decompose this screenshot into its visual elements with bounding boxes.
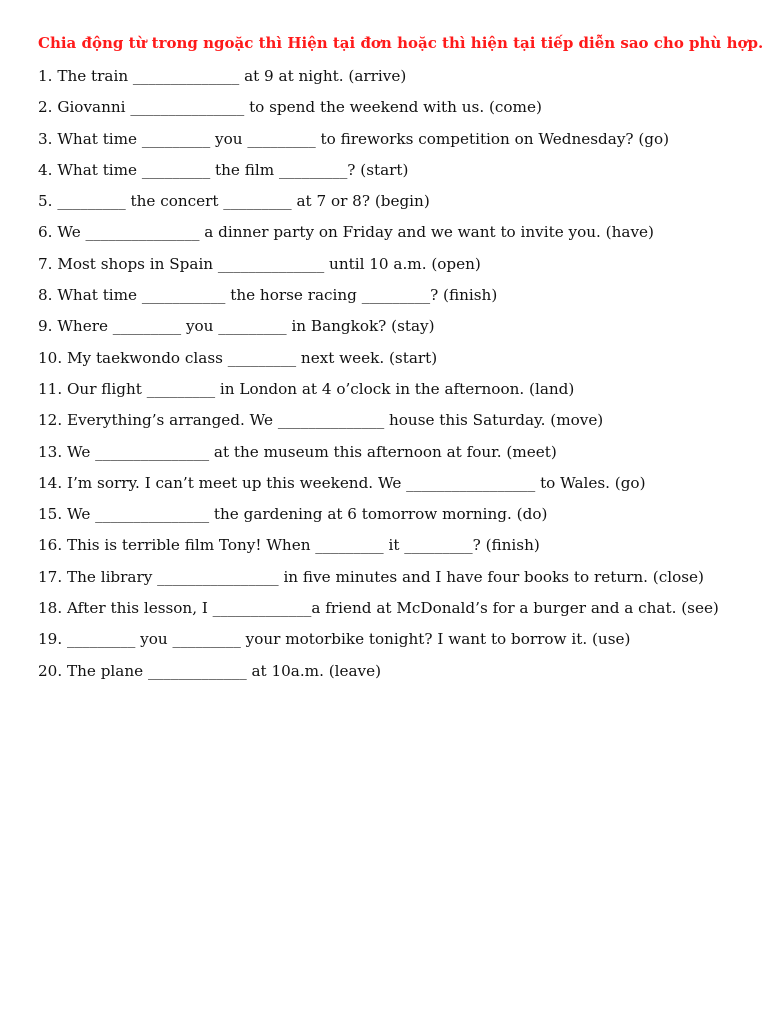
exercise-item-7: 7. Most shops in Spain ______________ until 10 a.m. (open) [38, 254, 481, 273]
exercise-list [38, 64, 719, 690]
instruction-heading: Chia động từ trong ngoặc thì Hiện tại đơn hoặc thì hiện tại tiếp diễn sao cho phù hợp. [38, 34, 764, 52]
exercise-item-16: 16. This is terrible film Tony! When _________ it _________? (finish) [38, 536, 540, 555]
exercise-item-15: 15. We _______________ the gardening at 6 tomorrow morning. (do) [38, 505, 548, 524]
exercise-item-9: 9. Where _________ you _________ in Bangkok? (stay) [38, 317, 435, 336]
exercise-item-20: 20. The plane _____________ at 10a.m. (leave) [38, 661, 382, 680]
exercise-item-13: 13. We _______________ at the museum this afternoon at four. (meet) [38, 442, 557, 461]
exercise-item-17: 17. The library ________________ in five minutes and I have four books to return. (close) [38, 567, 704, 586]
exercise-item-6: 6. We _______________ a dinner party on Friday and we want to invite you. (have) [38, 223, 654, 242]
exercise-item-19: 19. _________ you _________ your motorbike tonight? I want to borrow it. (use) [38, 630, 631, 649]
exercise-item-12: 12. Everything’s arranged. We ______________ house this Saturday. (move) [38, 411, 604, 430]
exercise-item-2: 2. Giovanni _______________ to spend the weekend with us. (come) [38, 98, 542, 117]
exercise-item-1: 1. The train ______________ at 9 at night. (arrive) [38, 67, 407, 85]
exercise-item-5: 5. _________ the concert _________ at 7 or 8? (begin) [38, 192, 430, 211]
exercise-item-14: 14. I’m sorry. I can’t meet up this weekend. We _________________ to Wales. (go) [38, 473, 646, 492]
exercise-item-10: 10. My taekwondo class _________ next week. (start) [38, 348, 438, 367]
exercise-item-3: 3. What time _________ you _________ to fireworks competition on Wednesday? (go) [38, 129, 670, 148]
exercise-item-11: 11. Our flight _________ in London at 4 o’clock in the afternoon. (land) [38, 379, 575, 398]
exercise-item-8: 8. What time ___________ the horse racing _________? (finish) [38, 286, 498, 305]
exercise-item-18: 18. After this lesson, I _____________a friend at McDonald’s for a burger and a chat. (see) [38, 599, 719, 618]
exercise-item-4: 4. What time _________ the film _________? (start) [38, 160, 409, 179]
